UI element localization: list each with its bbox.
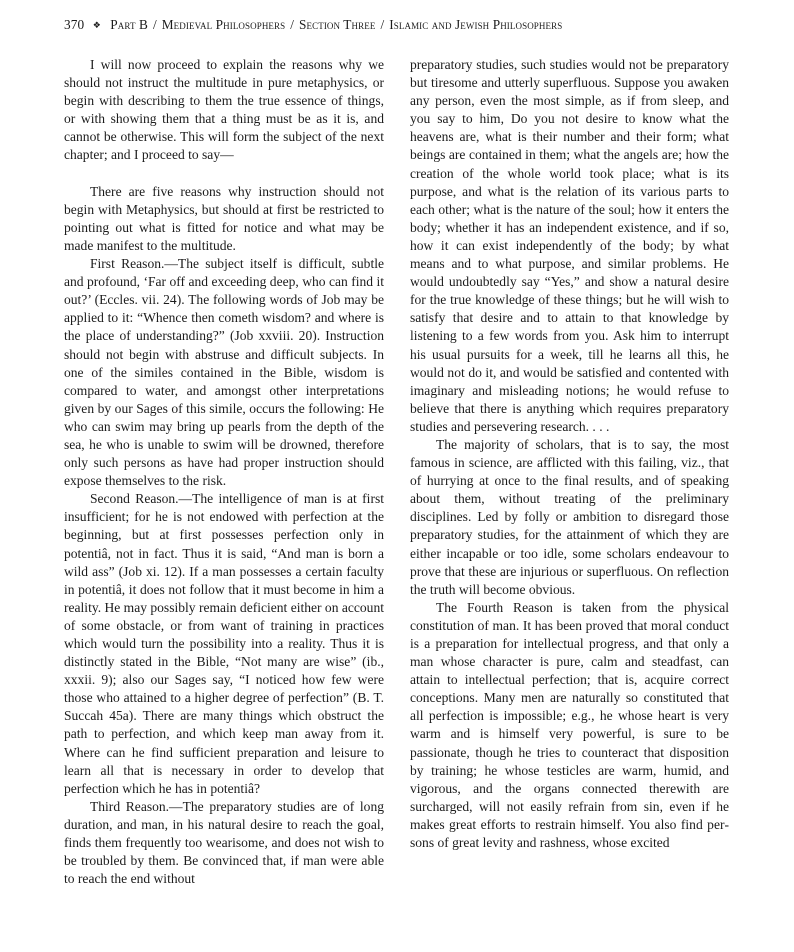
paragraph: I will now proceed to explain the reasons why we should not instruct the multitude in pure metaphysics, or begin with describing to them the true essence of things, or with showing them that a thing must be as it is, and cannot be otherwise. This will form the subject of the next chapter; and I proceed to say— <box>64 57 384 163</box>
header-section-part: Medieval Philosophers <box>161 17 286 32</box>
paragraph-first-reason: First Reason.—The subject itself is difficult, subtle and profound, ‘Far off and exceeding deep, who can find it out?’ (Eccles. vii. 24). The following words of Job may be applied to it: “Whence then cometh wisdom? and where is the place of understanding?” (Job xxviii. 20). Instruction should not begin with abstruse and difficult subjects. In one of the similes contained in the Bible, wisdom is compared to water, and amongst other interpretations given by our Sages of this simile, occurs the following: He who can swim may bring up pearls from the depth of the sea, he who is unable to swim will be drowned, therefore only such persons as have had proper instruction should expose themselves to the risk. <box>64 256 384 489</box>
left-column <box>64 56 384 888</box>
paragraph: There are five reasons why instruction should not begin with Metaphysics, but should at first be restricted to pointing out what is fitted for notice and what may be made manifest to the multitude. <box>64 183 384 253</box>
header-separator: / <box>152 17 157 32</box>
page-number: 370 <box>64 17 85 32</box>
paragraph-fourth-reason: The Fourth Reason is taken from the physical constitution of man. It has been proved that moral conduct is a preparation for intellectual progress, and that only a man whose character is pure, calm and steadfast, can attain to intellectual perfection; that is, acquire correct conceptions. Many men are naturally so constituted that all perfection is impossible; e.g., he whose heart is very warm and is himself very powerful, is sure to be passionate, though he tries to counteract that disposition by training; he whose testicles are warm, humid, and vigorous, and the organs connected therewith are surcharged, will not easily refrain from sin, even if he makes great efforts to restrain himself. You also find persons of great levity and rashness, whose excited <box>410 599 729 851</box>
paragraph: The majority of scholars, that is to say, the most famous in science, are afflicted with this failing, viz., that of hurrying at once to the final results, and of speaking about them, without treating of the preliminary disciplines. Led by folly or ambition to disregard those preparatory studies, for the attainment of which they are either incapable or too idle, some scholars endeavour to prove that these are injurious or superfluous. On reflection the truth will become obvious. <box>410 436 729 597</box>
header-separator: / <box>290 17 295 32</box>
header-section-title: Islamic and Jewish Philosophers <box>389 17 563 32</box>
paragraph-third-reason: Third Reason.—The preparatory studies are of long duration, and man, in his natural desire to reach the goal, finds them frequently too wearisome, and does not wish to be troubled by them. Be convinced that, if man were able to reach the end without <box>64 798 384 887</box>
paragraph-continued: preparatory studies, such studies would not be preparatory but tiresome and utterly superfluous. Suppose you awaken any person, even the most simple, as if from sleep, and you say to him, Do you not desire to know what the heavens are, what is their number and their form; what beings are contained in them; what the angels are; how the creation of the whole world took place; what is its purpose, and what is the relation of its various parts to each other; what is the nature of the soul; how it enters the body; whether it has an independent existence, and if so, how it can exist independently of the body; by what means and to what purpose, and similar problems. He would undoubtedly say “Yes,” and show a natural desire for the true knowledge of these things; but he will wish to satisfy that desire and to attain to that knowledge by listening to a few words from you. Ask him to interrupt his usual pursuits for a week, till he learns all this, he would not do it, and would be satisfied and contented with imaginary and misleading notions; he would refuse to believe that there is anything which requires preparatory studies and persevering research. . . . <box>410 57 729 434</box>
header-separator: / <box>380 17 385 32</box>
running-header <box>64 17 562 33</box>
header-part: Part B <box>110 17 148 32</box>
paragraph-second-reason: Second Reason.—The intelligence of man is at first insufficient; for he is not endowed with perfection at the beginning, but at first possesses perfection only in potentiâ, not in fact. Thus it is said, “And man is born a wild ass” (Job xi. 12). If a man possesses a certain faculty in potentiâ, it does not follow that it must become in him a reality. He may possibly remain deficient either on account of some obstacle, or from want of training in practices which would turn the possibility into a reality. Thus it is distinctly stated in the Bible, “Not many are wise” (ib., xxxii. 9); also our Sages say, “I noticed how few were those who attained to a higher degree of perfection” (B. T. Succah 45a). There are many things which obstruct the path to perfection, and which keep man away from it. Where can he find sufficient preparation and leisure to learn all that is necessary in order to develop that perfection which he has in potentiâ? <box>64 491 384 796</box>
ornament-icon: ❖ <box>92 20 101 30</box>
right-column <box>410 56 729 852</box>
header-section: Section Three <box>299 17 376 32</box>
